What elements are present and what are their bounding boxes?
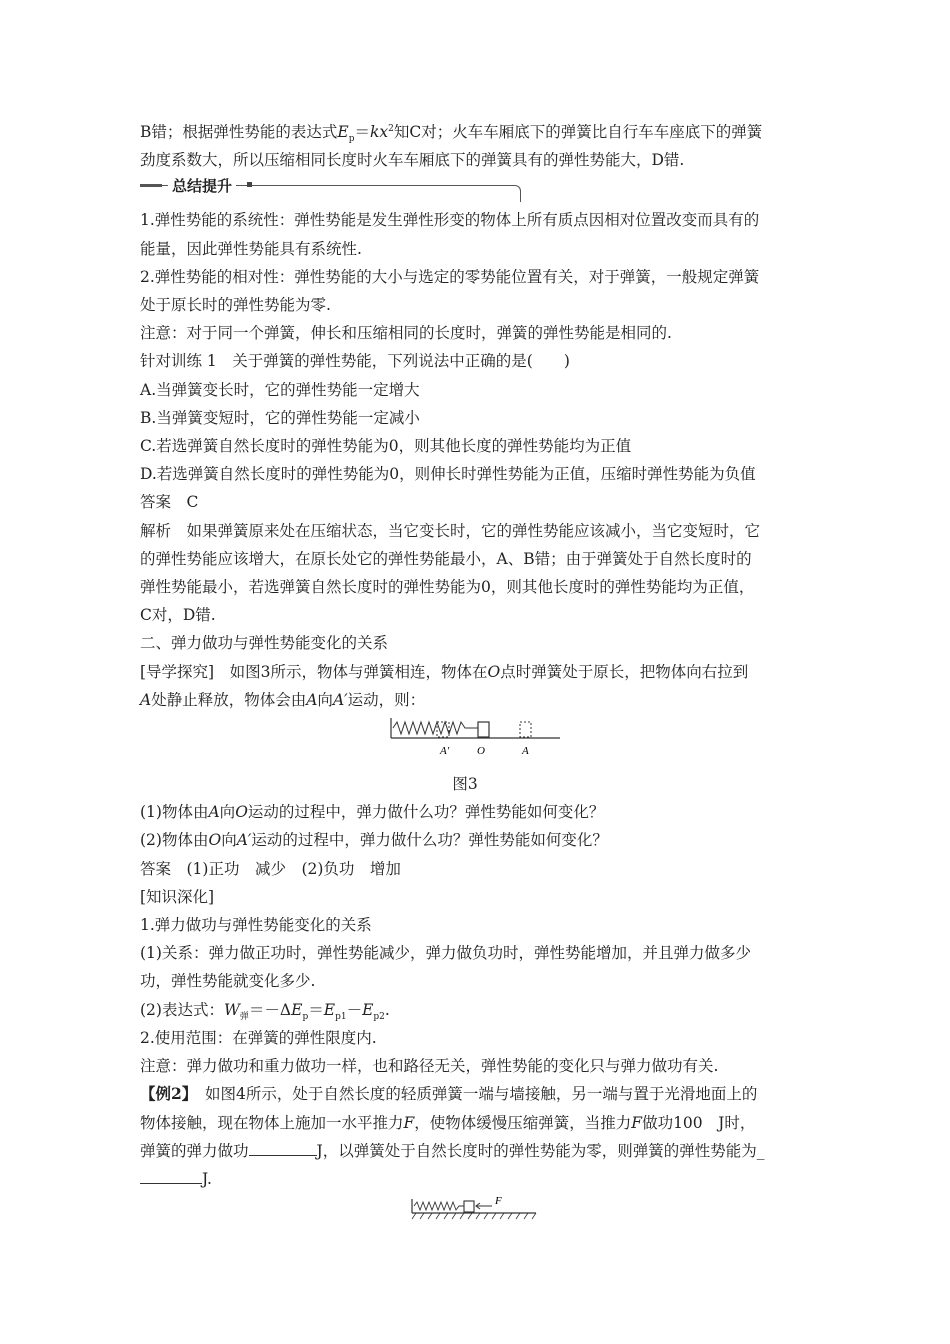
w-subscript: 弹 [239,1011,249,1022]
option-a: A.当弹簧变长时，它的弹性势能一定增大 [140,380,420,399]
example-2-line-1 [140,1080,820,1108]
minus: － [346,1000,363,1019]
q-text: 向 [219,803,236,822]
guide-text: [导学探究] 如图3所示，物体与弹簧相连，物体在 [140,662,488,681]
option-c: C.若选弹簧自然长度时的弹性势能为0，则其他长度的弹性势能均为正值 [140,437,632,456]
summary-box-header [140,176,820,206]
intro-line-2: 劲度系数大，所以压缩相同长度时火车车厢底下的弹簧具有的弹性势能大，D错. [140,151,685,170]
example-text: J，以弹簧处于自然长度时的弹性势能为零，则弹簧的弹性势能为 [316,1141,757,1160]
square-superscript: 2 [388,123,394,134]
force-f: F [631,1113,643,1132]
example-2-line-3 [140,1137,820,1165]
guide-text: 点时弹簧处于原长，把物体向右拉到 [500,662,749,681]
example-text: 如图4所示，处于自然长度的轻质弹簧一端与墙接触，另一端与置于光滑地面上的 [189,1085,758,1104]
example-tag: 【例2】 [140,1084,190,1104]
knowledge-2: 2.使用范围：在弹簧的弹性限度内. [140,1028,377,1047]
guide-text: 处静止释放，物体会由 [151,690,307,709]
guide-text: 向 [317,690,333,709]
section-heading: 二、弹力做功与弹性势能变化的关系 [140,634,389,653]
label-o: O [477,745,485,758]
point-a-prime: A′ [332,690,348,709]
equals: ＝ [354,123,371,141]
label-a-prime: A′ [440,745,450,758]
e-symbol: E [291,1000,303,1019]
summary-square-icon [247,182,252,187]
point-o: O [208,831,222,850]
q-text: 向 [221,831,237,850]
analysis-line: C对，D错. [140,606,216,625]
equals: ＝ [308,1000,324,1019]
example-2-line-2 [140,1109,820,1137]
point-a-prime: A′ [236,831,252,850]
p2-subscript: p2 [373,1011,385,1022]
q-text: (2)物体由 [140,831,209,850]
example-text: J. [202,1169,212,1188]
summary-title: 总结提升 [168,176,236,196]
option-d: D.若选弹簧自然长度时的弹性势能为0，则伸长时弹性势能为正值，压缩时弹性势能为负值 [140,465,756,484]
label-a: A [522,745,529,758]
w-symbol: W [223,1000,240,1019]
intro-text-2: 知C对；火车车厢底下的弹簧比自行车车座底下的弹簧 [393,123,763,141]
intro-text: B错；根据弹性势能的表达式 [140,123,338,141]
knowledge-1: 1.弹力做功与弹性势能变化的关系 [140,916,372,935]
example-text: ，使物体缓慢压缩弹簧，当推力 [414,1113,632,1132]
analysis-line: 弹性势能最小，若选弹簧自然长度时的弹性势能为0，则其他长度时的弹性势能均为正值， [140,578,755,597]
figure-3-caption: 图3 [452,775,478,794]
intro-line-1 [140,118,820,146]
summary-left-bar [140,184,162,187]
e-symbol: E [362,1000,374,1019]
figure-4-spring-diagram [140,1193,820,1233]
analysis-line: 的弹性势能应该增大，在原长处它的弹性势能最小，A、B错；由于弹簧处于自然长度时的 [140,549,752,568]
example-2-line-4 [140,1165,820,1193]
example-text: 弹簧的弹力做功 [140,1141,249,1160]
point-o: O [235,803,248,822]
kx-symbol: kx [370,123,389,141]
question-2 [140,826,820,854]
label-f: F [495,1195,502,1208]
p1-subscript: p1 [335,1011,347,1022]
summary-line: 1.弹性势能的系统性：弹性势能是发生弹性形变的物体上所有质点因相对位置改变而具有的 [140,211,760,230]
q-text: 运动的过程中，弹力做什么功？弹性势能如何变化？ [247,803,605,822]
blank-start: _ [756,1141,765,1160]
e-symbol: E [323,1000,336,1019]
summary-line: 能量，因此弹性势能具有系统性. [140,239,362,258]
formula-part: ＝－Δ [248,1000,292,1019]
summary-line: 2.弹性势能的相对性：弹性势能的大小与选定的零势能位置有关，对于弹簧，一般规定弹簧 [140,267,760,286]
ep-subscript: p [348,134,355,145]
knowledge-1-1: (1)关系：弹力做正功时，弹性势能减少，弹力做负功时，弹性势能增加，并且弹力做多少 [140,944,751,963]
answer-blank-2[interactable] [140,1169,202,1184]
summary-note: 注意：对于同一个弹簧，伸长和压缩相同的长度时，弹簧的弹性势能是相同的. [140,324,672,343]
section-note: 注意：弹力做功和重力做功一样，也和路径无关，弹性势能的变化只与弹力做功有关. [140,1057,719,1076]
training-question: 针对训练 1 关于弹簧的弹性势能，下列说法中正确的是( ) [140,352,570,371]
p-subscript: p [302,1011,309,1022]
example-text: 做功100 J时， [642,1113,756,1132]
document-page [140,118,820,1233]
point-a: A [140,690,152,709]
knowledge-1-2 [140,996,820,1024]
guide-line-1 [140,658,820,686]
force-f: F [403,1113,415,1132]
point-o: O [487,662,501,681]
figure-4 [140,1193,820,1233]
option-b: B.当弹簧变短时，它的弹性势能一定减小 [140,408,420,427]
question-1 [140,798,820,826]
q-text: 运动的过程中，弹力做什么功？弹性势能如何变化？ [251,831,608,850]
ep-symbol: E [337,123,349,141]
example-text: 物体接触，现在物体上施加一水平推力 [140,1113,404,1132]
figure-3 [140,714,820,770]
q-text: (1)物体由 [140,803,209,822]
point-a: A [306,690,318,709]
summary-line: 处于原长时的弹性势能为零. [140,296,331,315]
answer-blank-1[interactable] [249,1141,317,1156]
training-answer: 答案 C [140,493,199,512]
guide-text: 运动，则： [347,690,426,709]
knowledge-1-1b: 功，弹性势能就变化多少. [140,972,316,991]
figure-3-spring-diagram [140,714,820,770]
section-answer: 答案 (1)正功 减少 (2)负功 增加 [140,859,401,878]
analysis-line: 解析 如果弹簧原来处在压缩状态，当它变长时，它的弹性势能应该减小，当它变短时，它 [140,521,761,540]
deepen-heading: [知识深化] [140,887,215,906]
point-a: A [208,803,220,822]
guide-line-2 [140,686,820,714]
period: . [384,1000,390,1019]
formula-label: (2)表达式： [140,1000,224,1019]
